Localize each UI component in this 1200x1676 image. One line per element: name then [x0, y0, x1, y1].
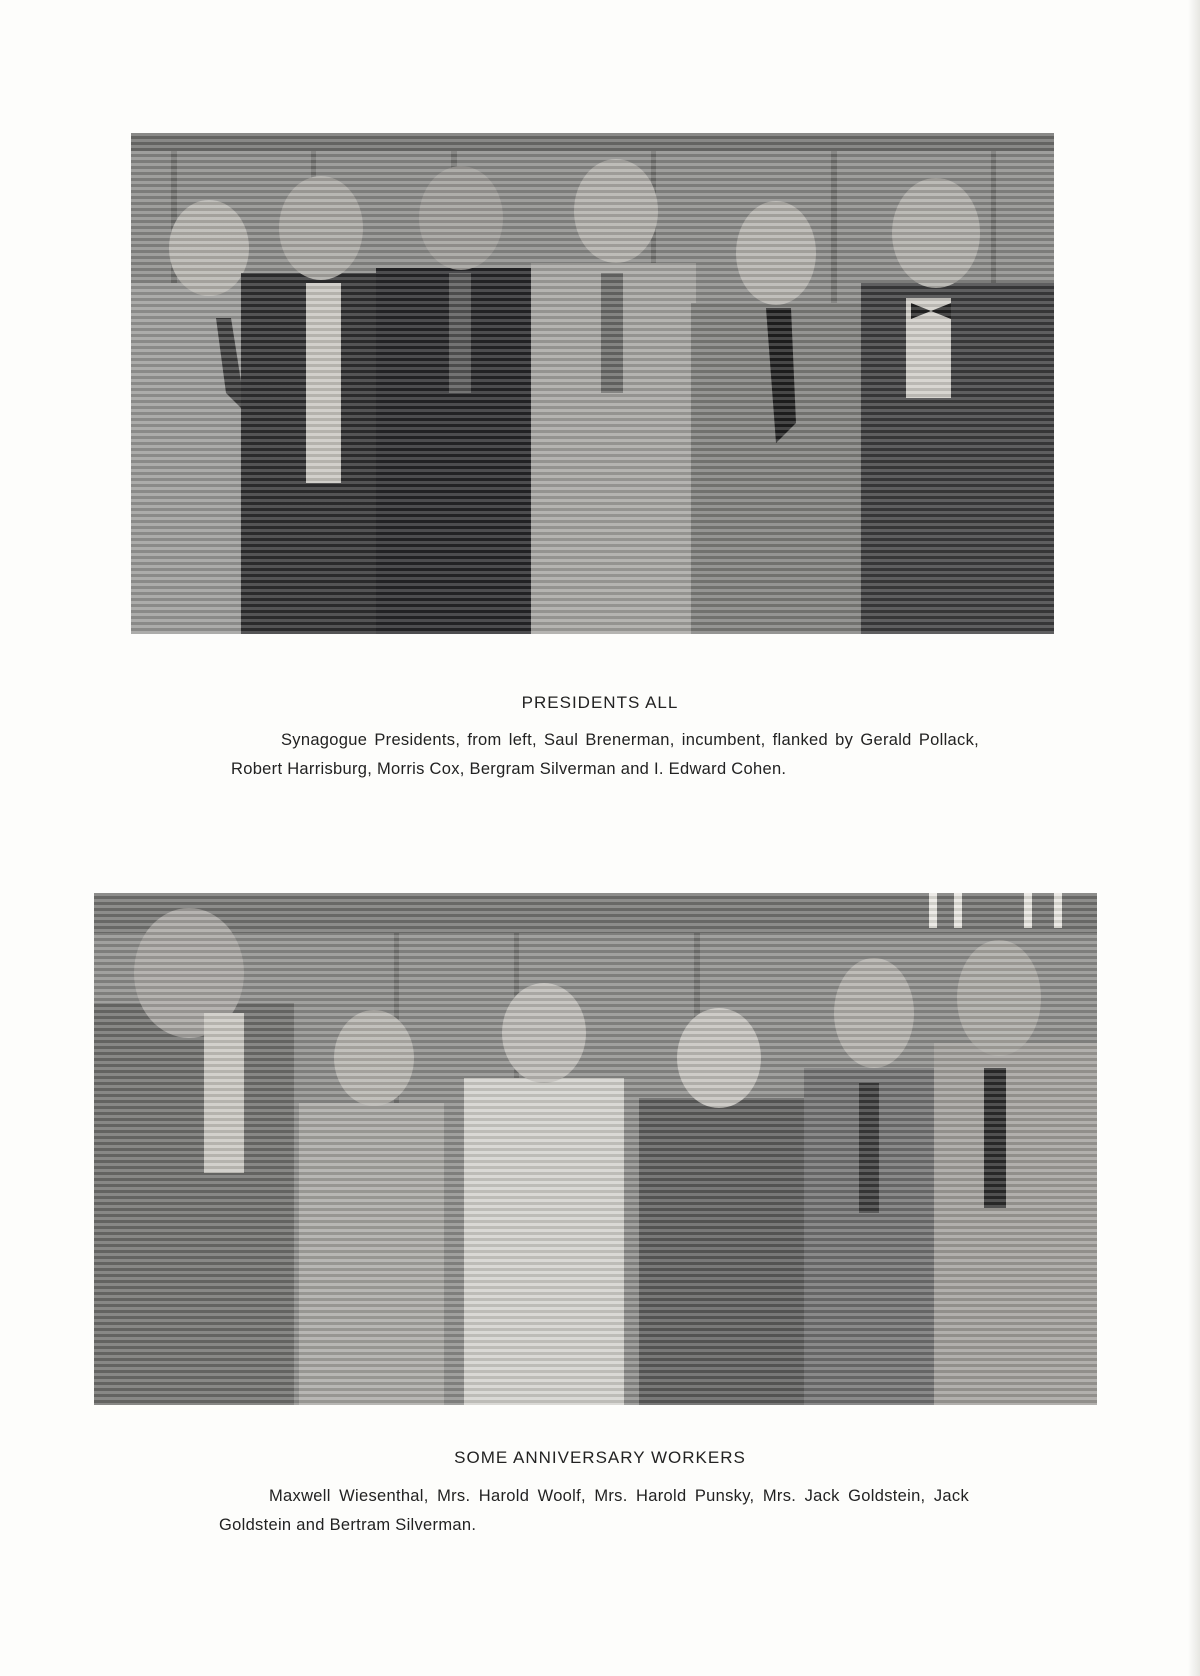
- caption-text: Maxwell Wiesenthal, Mrs. Harold Woolf, Mrs. Harold Punsky, Mrs. Jack Goldstein, Jack Goldstein and Bertram Silverman.: [219, 1487, 969, 1534]
- anniversary-workers-photo: [94, 893, 1097, 1405]
- page-edge: [1188, 0, 1200, 1676]
- caption-title: SOME ANNIVERSARY WORKERS: [454, 1448, 746, 1467]
- caption-title: PRESIDENTS ALL: [521, 693, 679, 712]
- presidents-photo: [131, 133, 1054, 634]
- caption-text: Synagogue Presidents, from left, Saul Brenerman, incumbent, flanked by Gerald Pollack, Robert Harrisburg, Morris Cox, Bergram Silverman and I. Edward Cohen.: [231, 731, 979, 778]
